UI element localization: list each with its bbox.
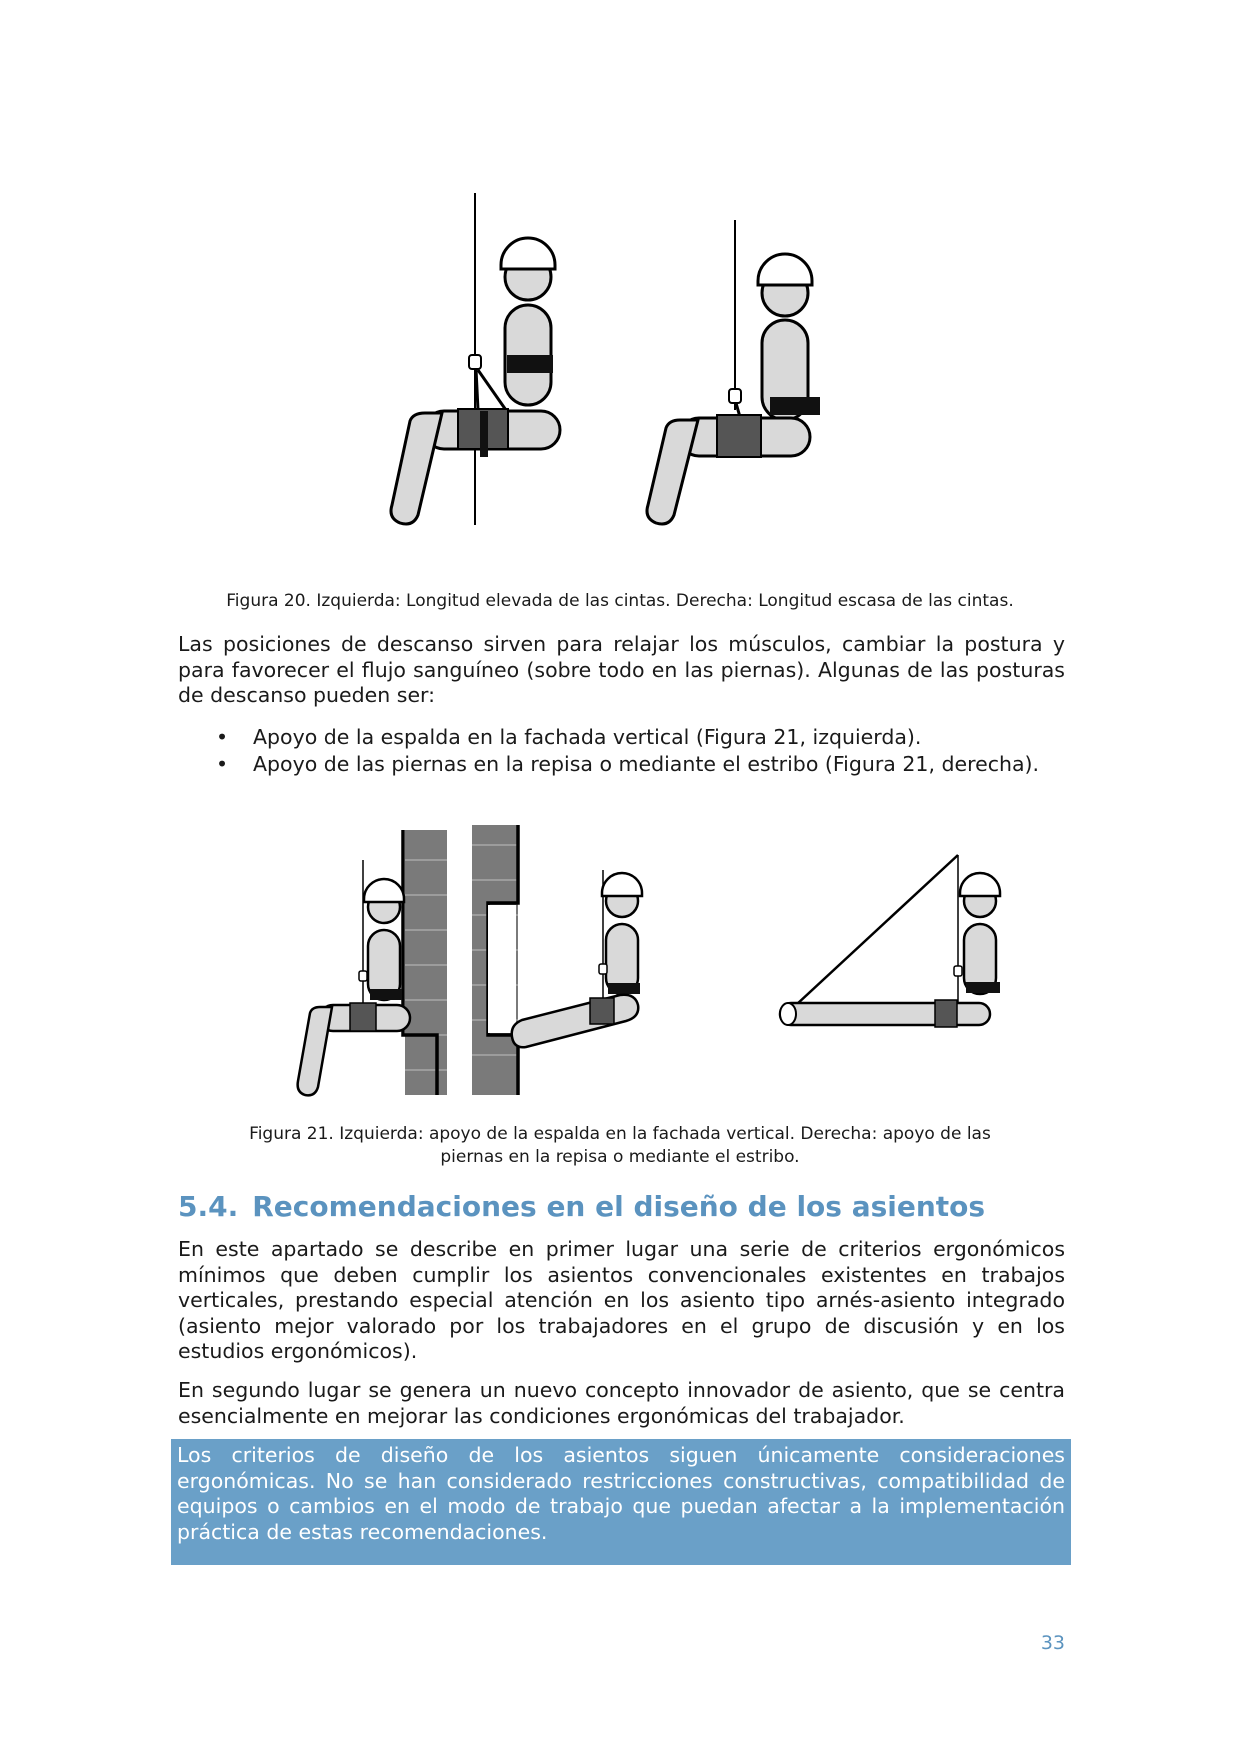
note-text: Los criterios de diseño de los asientos siguen únicamente consideraciones ergonómicas. No se han considerado restricciones constructivas, compatibilidad de equipos o cambios en el modo de trabajo que puedan afectar a la implementación práctica de estas recomendaciones.: [177, 1443, 1065, 1544]
paragraph-2: En segundo lugar se genera un nuevo concepto innovador de asiento, que se centra esencialmente en mejorar las condiciones ergonómicas del trabajador.: [178, 1378, 1065, 1428]
stirrup-support-scene: [780, 855, 1000, 1027]
figure-21-illustration: [290, 825, 1020, 1105]
section-number: 5.4.: [178, 1190, 239, 1223]
page-number: 33: [1040, 1632, 1065, 1654]
list-item: • Apoyo de la espalda en la fachada vertical (Figura 21, izquierda).: [178, 724, 1078, 751]
section-title: Recomendaciones en el diseño de los asientos: [252, 1190, 986, 1223]
figure-21-caption: [150, 1123, 1090, 1169]
figure-21-caption-line2: piernas en la repisa o mediante el estribo.: [440, 1147, 800, 1167]
rest-positions-list: [178, 724, 1078, 778]
intro-paragraph: Las posiciones de descanso sirven para relajar los músculos, cambiar la postura y para favorecer el flujo sanguíneo (sobre todo en las piernas). Algunas de las posturas de descanso pueden ser:: [178, 632, 1065, 707]
section-heading: [178, 1190, 985, 1223]
figure-20-caption: Figura 20. Izquierda: Longitud elevada de las cintas. Derecha: Longitud escasa de las cintas.: [226, 591, 1014, 611]
ledge-support-scene: [472, 825, 642, 1095]
note-box: [171, 1439, 1071, 1565]
figure-21-caption-line1: Figura 21. Izquierda: apoyo de la espalda en la fachada vertical. Derecha: apoyo de las: [249, 1124, 991, 1144]
paragraph-1: En este apartado se describe en primer lugar una serie de criterios ergonómicos mínimos que deben cumplir los asientos convencionales existentes en trabajos verticales, prestando especial atención en los asiento tipo arnés-asiento integrado (asiento mejor valorado por los trabajadores en el grupo de discusión y en los estudios ergonómicos).: [178, 1237, 1065, 1363]
list-item: • Apoyo de las piernas en la repisa o mediante el estribo (Figura 21, derecha).: [178, 751, 1078, 778]
worker-long-straps: [391, 193, 560, 525]
back-support-scene: [298, 830, 447, 1095]
figure-20-illustration: [380, 185, 870, 535]
worker-short-straps: [647, 220, 820, 524]
